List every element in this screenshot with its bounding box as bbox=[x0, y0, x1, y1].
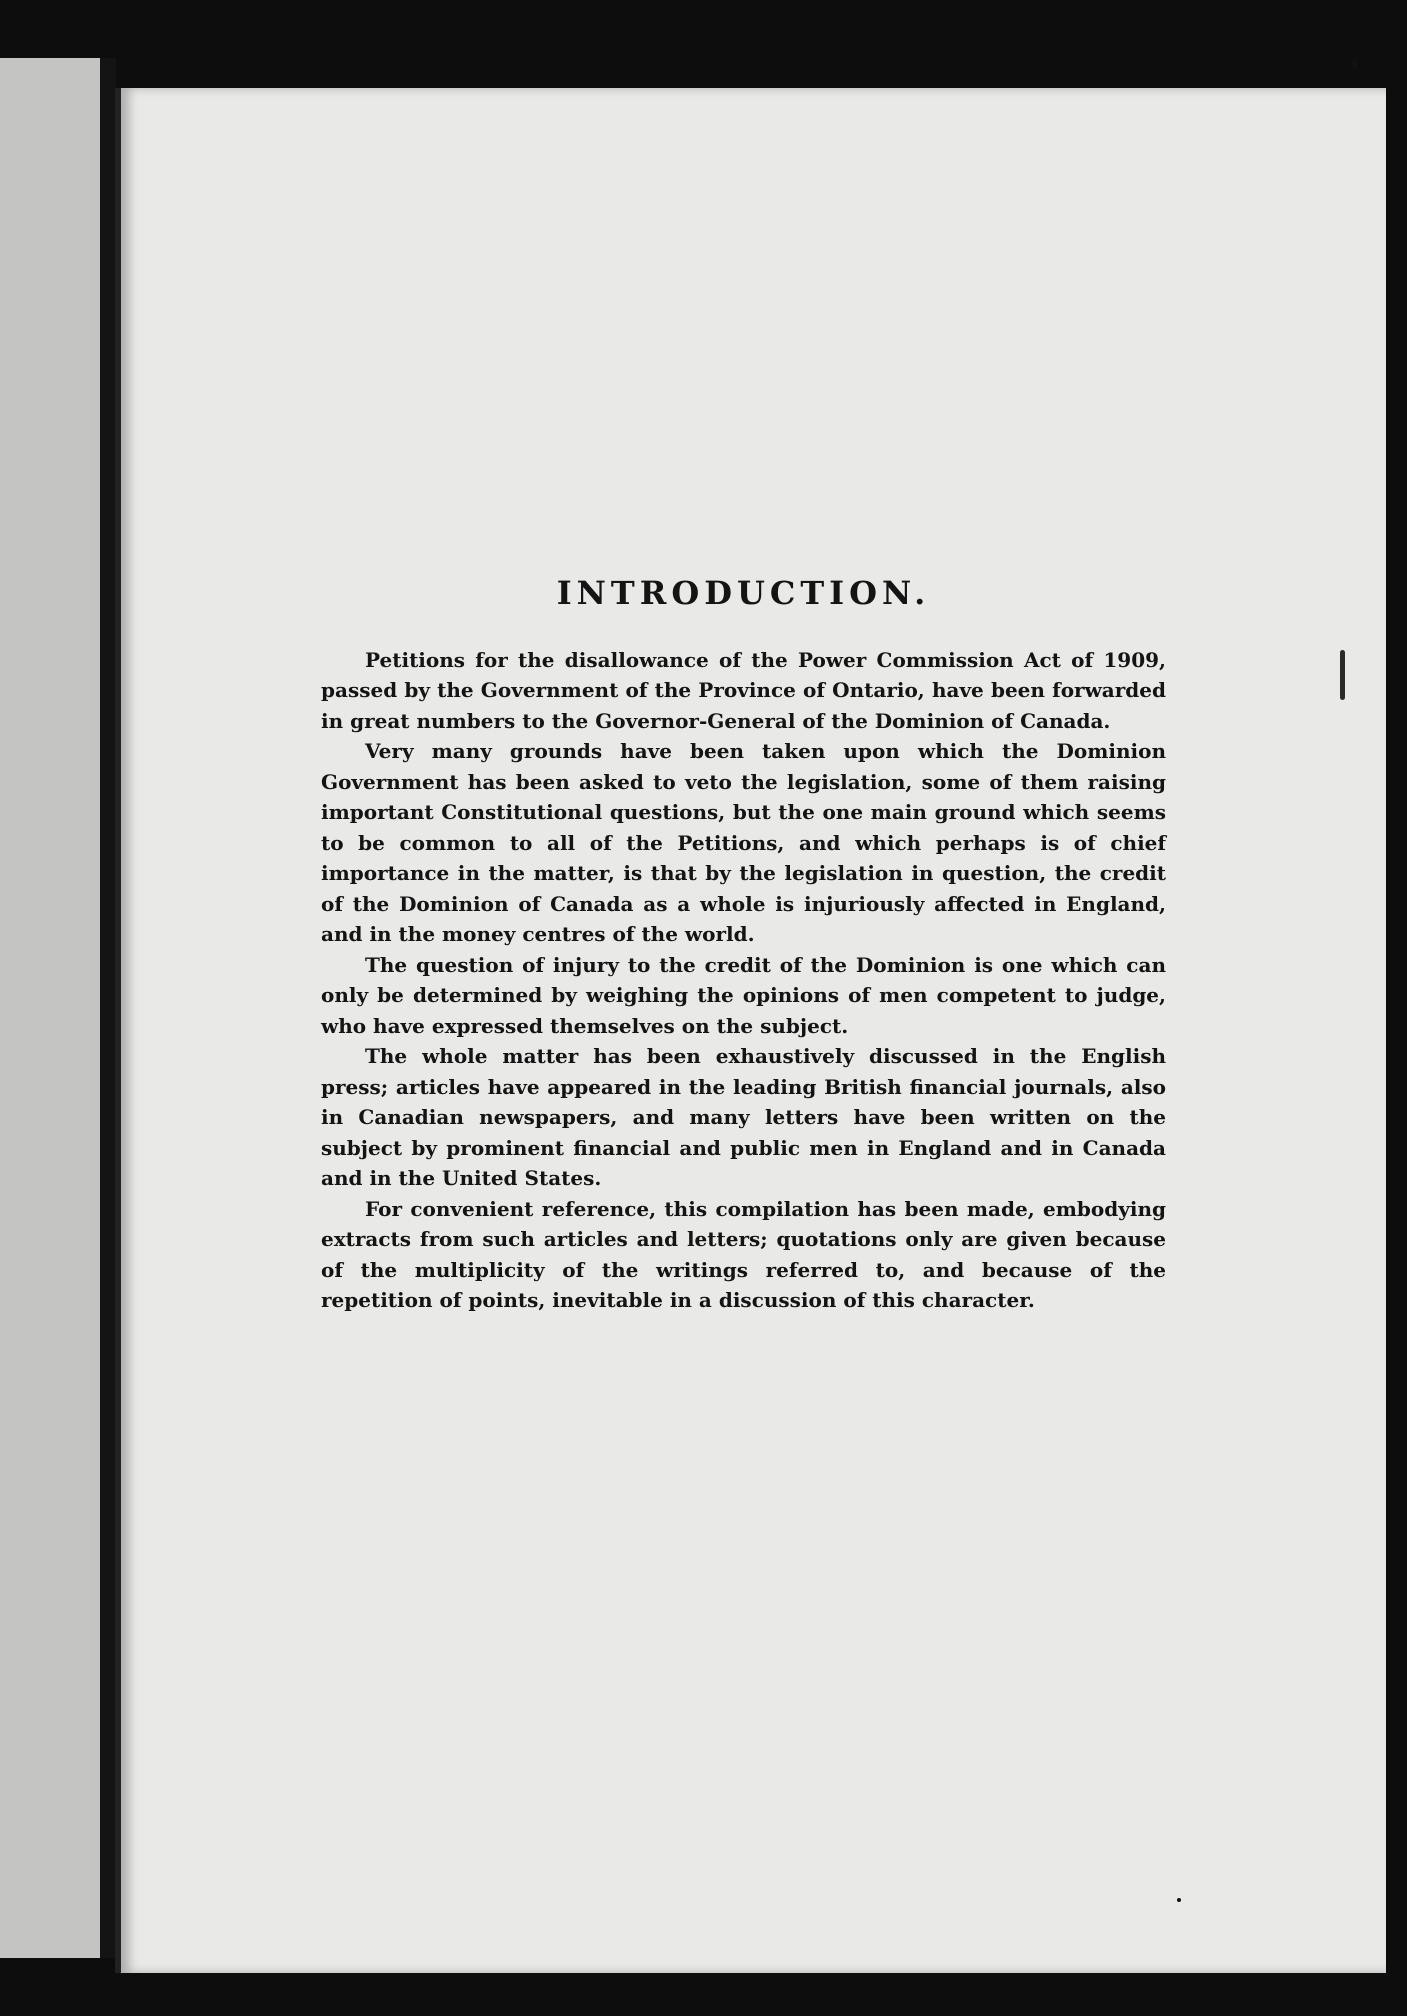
paragraph-4: The whole matter has been exhaustively discussed in the English press; articles have appeared in the leading British financial journals, also in Canadian newspapers, and many letters have been written on the subject by prominent financial and public men in England and in Canada and in the United States. bbox=[321, 1044, 1166, 1190]
paragraph-3: The question of injury to the credit of the Dominion is one which can only be determined by weighing the opinions of men competent to judge, who have expressed themselves on the subject. bbox=[321, 952, 1166, 1038]
page-content bbox=[321, 574, 1166, 1316]
facing-page-edge bbox=[0, 58, 100, 1958]
scan-speck bbox=[1177, 1898, 1181, 1902]
scan-speck bbox=[1352, 58, 1358, 68]
paragraph-1: Petitions for the disallowance of the Power Commission Act of 1909, passed by the Government of the Province of Ontario, have been forwarded in great numbers to the Governor-General of the Dominion of Canada. bbox=[321, 647, 1166, 733]
paragraph-5: For convenient reference, this compilation has been made, embodying extracts from such articles and letters; quotations only are given because of the multiplicity of the writings referred to, and because of the repetition of points, inevitable in a discussion of this character. bbox=[321, 1196, 1166, 1312]
page-title: INTRODUCTION. bbox=[556, 574, 931, 612]
document-page bbox=[115, 88, 1386, 1973]
book-gutter bbox=[100, 58, 116, 1958]
paragraph-2: Very many grounds have been taken upon which the Dominion Government has been asked to veto the legislation, some of them raising important Constitutional questions, but the one main ground which seems to be common to all of the Petitions, and which perhaps is of chief importance in the matter, is that by the legislation in question, the credit of the Dominion of Canada as a whole is injuriously affected in England, and in the money centres of the world. bbox=[321, 739, 1166, 946]
scan-speck bbox=[1340, 650, 1345, 700]
